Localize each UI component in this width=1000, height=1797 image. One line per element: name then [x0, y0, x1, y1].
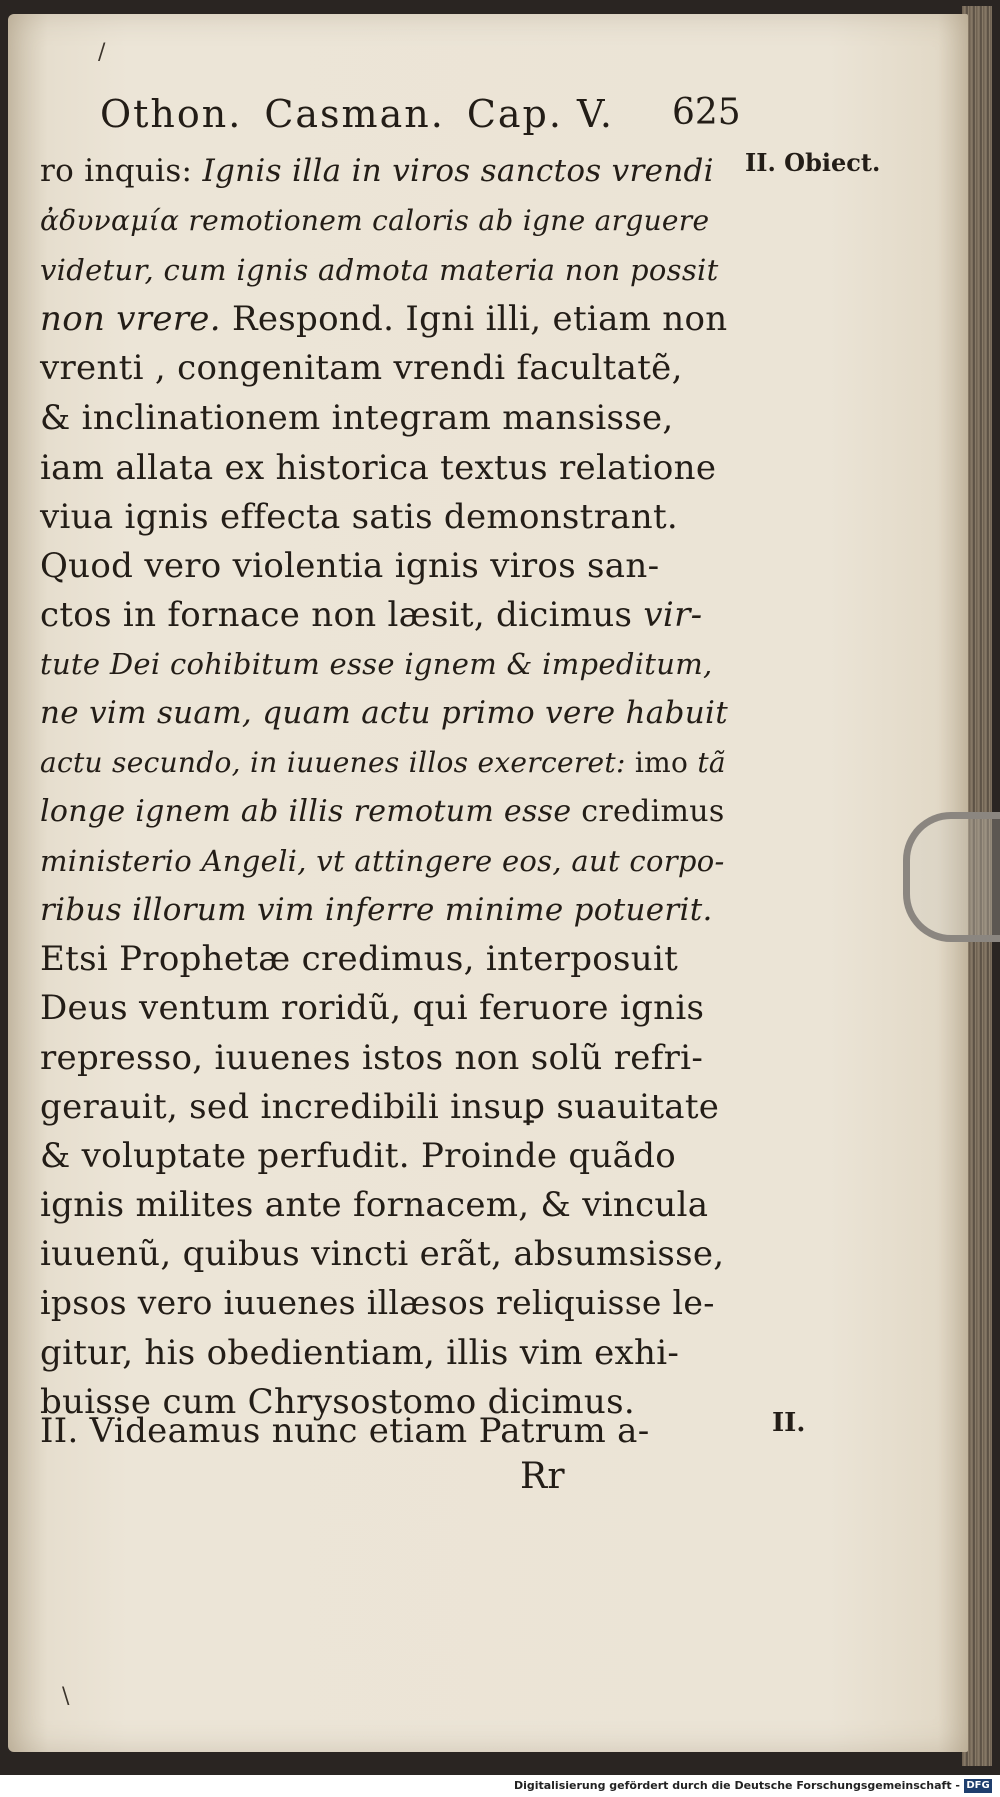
- scan-mark: /: [98, 40, 106, 65]
- text-line: [40, 1133, 730, 1179]
- text-line: [40, 1182, 730, 1228]
- roman-run: iam allata ex historica textus relatione: [40, 448, 717, 488]
- roman-run: ro inquis:: [40, 153, 203, 189]
- text-line: [40, 1084, 730, 1130]
- text-line: [40, 494, 730, 540]
- italic-run: Ignis illa in viros sanctos vrendi: [202, 153, 714, 189]
- roman-run: buisse cum Chrysostomo dicimus.: [40, 1382, 635, 1422]
- italic-run: videtur, cum ignis admota materia non possit: [40, 253, 719, 287]
- text-line: [40, 1330, 730, 1376]
- scan-mark: \: [62, 1684, 70, 1709]
- roman-run: iuuenũ, quibus vincti erãt, absumsisse,: [40, 1234, 725, 1274]
- text-line: [40, 148, 730, 194]
- text-line: [40, 1231, 730, 1277]
- roman-run: credimus: [571, 794, 725, 829]
- catchword: Rr: [520, 1456, 565, 1497]
- page-number: 625: [672, 92, 741, 133]
- text-line: [40, 690, 730, 736]
- roman-run: Respond. Igni illi, etiam non: [220, 299, 728, 339]
- footer-credit: Digitalisierung gefördert durch die Deutsche Forschungsgemeinschaft -: [513, 1779, 960, 1792]
- italic-run: ribus illorum vim inferre minime potuerit.: [40, 892, 713, 928]
- text-line: [40, 789, 730, 835]
- italic-run: longe ignem ab illis remotum esse: [40, 794, 572, 829]
- text-line: [40, 740, 730, 786]
- running-head-author2: Casman.: [264, 92, 445, 136]
- running-head: [100, 92, 740, 150]
- text-line: [40, 641, 730, 687]
- text-line: [40, 936, 730, 982]
- text-line: [40, 543, 730, 589]
- running-head-author1: Othon.: [100, 92, 243, 136]
- margin-note-section: II.: [772, 1408, 806, 1438]
- roman-run: imo: [625, 746, 698, 779]
- italic-run: tã: [697, 746, 726, 779]
- italic-run: ministerio Angeli, vt attingere eos, aut corpo-: [40, 844, 725, 878]
- text-line: [40, 592, 730, 638]
- roman-run: II. Videamus nunc etiam Patrum a-: [40, 1411, 650, 1451]
- margin-note-objection: II. Obiect.: [745, 148, 881, 177]
- running-head-chapter: Cap. V.: [466, 92, 614, 136]
- roman-run: ctos in fornace non læsit, dicimus: [40, 595, 644, 635]
- italic-run: ne vim suam, quam actu primo vere habuit: [40, 695, 728, 731]
- roman-run: Etsi Prophetæ credimus, interposuit: [40, 939, 679, 979]
- italic-run: vir-: [643, 595, 703, 635]
- text-line: [40, 985, 730, 1031]
- text-line: [40, 198, 730, 244]
- text-line: [40, 296, 730, 342]
- dfg-logo: DFG: [964, 1779, 992, 1793]
- text-line: [40, 445, 730, 491]
- roman-run: viua ignis effecta satis demonstrant.: [40, 497, 679, 537]
- text-line: [40, 838, 730, 884]
- roman-run: Quod vero violentia ignis viros san-: [40, 546, 660, 586]
- roman-run: ipsos vero iuuenes illæsos reliquisse le-: [40, 1283, 715, 1322]
- italic-run: ἀδυναμία remotionem caloris ab igne arguere: [40, 204, 710, 237]
- text-line: [40, 1408, 730, 1454]
- roman-run: ignis milites ante fornacem, & vincula: [40, 1185, 709, 1225]
- italic-run: actu secundo, in iuuenes illos exerceret:: [40, 746, 626, 779]
- page-clip: [903, 812, 1000, 942]
- text-line: [40, 395, 730, 441]
- roman-run: represso, iuuenes istos non solũ refri-: [40, 1038, 704, 1078]
- italic-run: tute Dei cohibitum esse ignem & impeditum,: [40, 647, 713, 681]
- text-line: [40, 1280, 730, 1326]
- italic-run: non vrere.: [40, 299, 221, 339]
- roman-run: & voluptate perfudit. Proinde quãdo: [40, 1136, 677, 1176]
- roman-run: Deus ventum roridũ, qui feruore ignis: [40, 988, 705, 1028]
- text-line: [40, 887, 730, 933]
- text-line: [40, 1035, 730, 1081]
- roman-run: & inclinationem integram mansisse,: [40, 398, 674, 438]
- roman-run: gerauit, sed incredibili insuꝑ suauitate: [40, 1087, 720, 1127]
- text-line: [40, 345, 730, 391]
- roman-run: vrenti , congenitam vrendi facultatẽ,: [40, 348, 683, 388]
- text-line: [40, 247, 730, 293]
- roman-run: gitur, his obedientiam, illis vim exhi-: [40, 1333, 680, 1373]
